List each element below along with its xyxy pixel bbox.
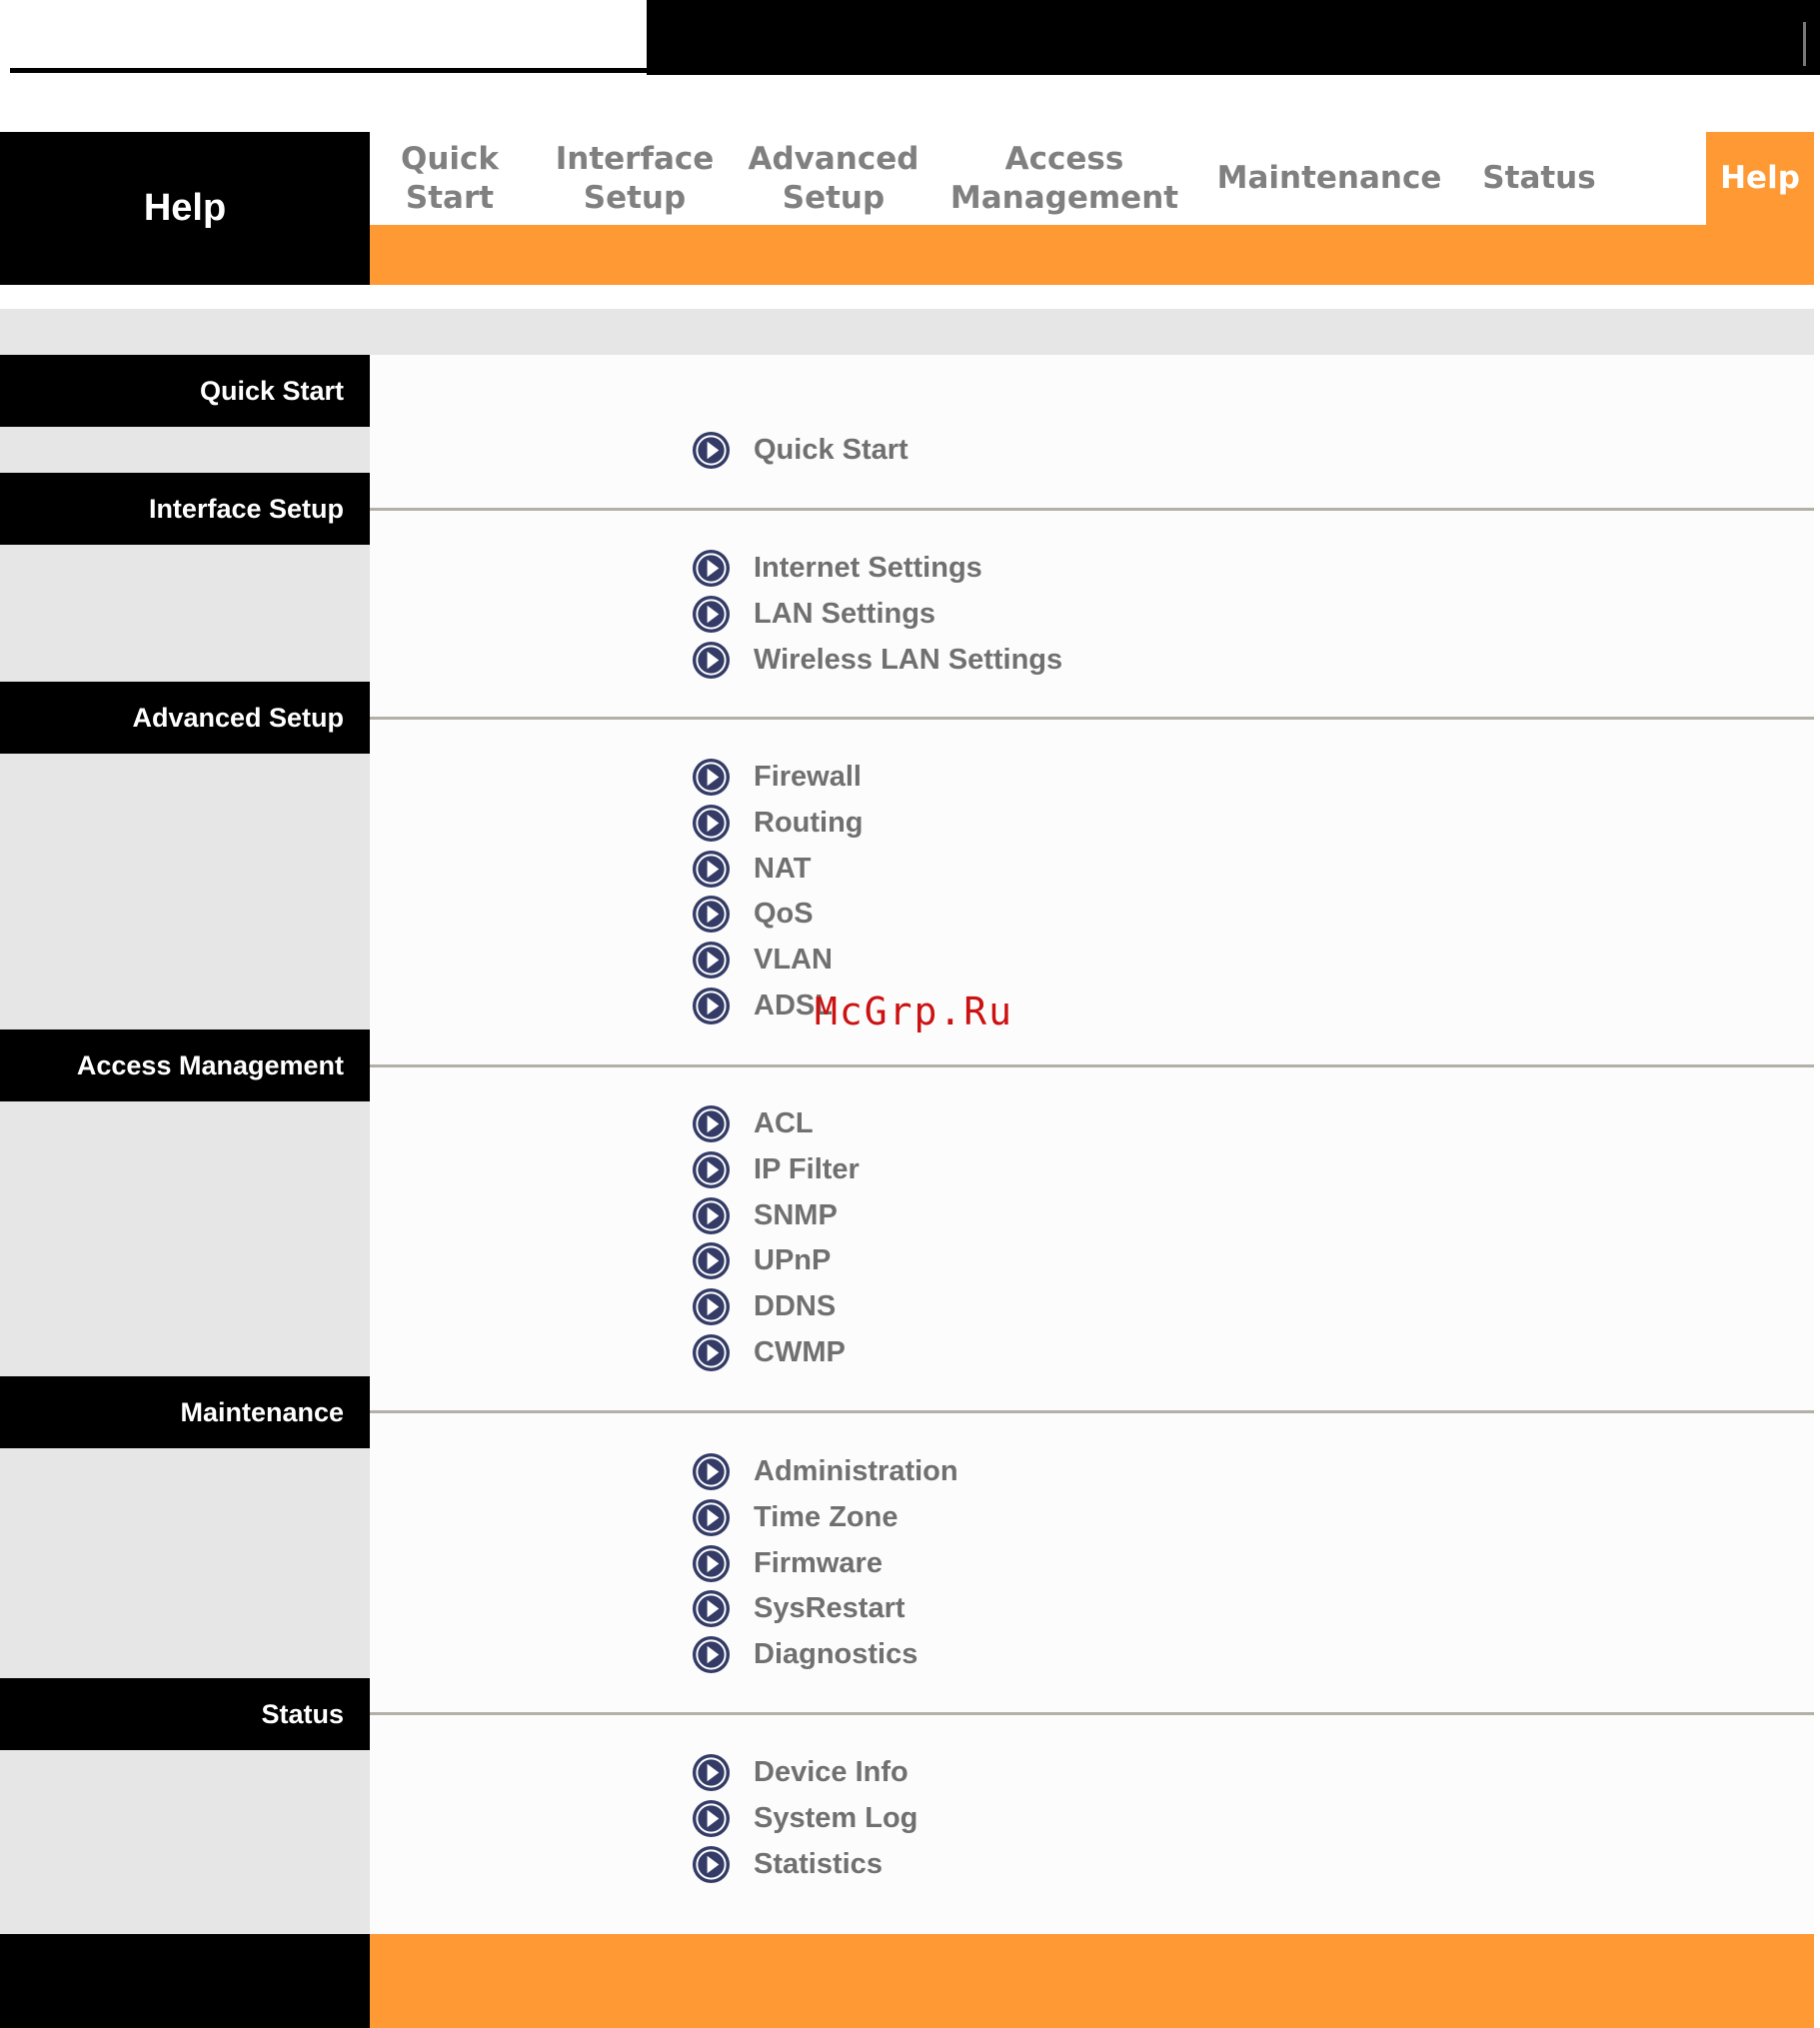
help-link-time-zone[interactable] — [692, 1496, 899, 1538]
help-link-label: Diagnostics — [754, 1637, 918, 1670]
page-title-box — [0, 132, 370, 285]
help-link-lan-settings[interactable] — [692, 593, 935, 635]
help-link-device-info[interactable] — [692, 1751, 909, 1793]
help-link-sysrestart[interactable] — [692, 1587, 906, 1629]
arrow-right-circle-icon — [692, 1150, 731, 1189]
arrow-right-circle-icon — [692, 1753, 731, 1792]
tab-access-management[interactable]: Access Management — [949, 140, 1179, 216]
help-link-label: Firewall — [754, 760, 862, 793]
help-link-quick-start[interactable] — [692, 429, 909, 471]
help-link-label: Administration — [754, 1454, 958, 1487]
help-link-upnp[interactable] — [692, 1239, 831, 1281]
nav-underline-bar — [370, 225, 1814, 285]
help-link-label: IP Filter — [754, 1152, 860, 1185]
section-divider — [370, 717, 1814, 720]
help-link-label: Wireless LAN Settings — [754, 643, 1063, 676]
section-divider — [370, 508, 1814, 511]
help-link-label: Routing — [754, 806, 864, 839]
help-link-label: DDNS — [754, 1289, 837, 1322]
help-link-internet-settings[interactable] — [692, 547, 982, 589]
tab-status[interactable]: Status — [1482, 160, 1596, 196]
arrow-right-circle-icon — [692, 1452, 731, 1491]
arrow-right-circle-icon — [692, 1287, 731, 1326]
help-link-cwmp[interactable] — [692, 1331, 846, 1373]
arrow-right-circle-icon — [692, 1845, 731, 1884]
tab-help[interactable]: Help — [1706, 132, 1814, 225]
help-link-label: CWMP — [754, 1335, 846, 1368]
tab-maintenance[interactable]: Maintenance — [1216, 160, 1442, 196]
arrow-right-circle-icon — [692, 1799, 731, 1838]
arrow-right-circle-icon — [692, 1196, 731, 1235]
main-nav — [370, 132, 1814, 225]
section-label-quick-start: Quick Start — [0, 355, 370, 427]
arrow-right-circle-icon — [692, 758, 731, 797]
section-label-access-management: Access Management — [0, 1029, 370, 1101]
help-link-label: Statistics — [754, 1847, 883, 1880]
help-link-snmp[interactable] — [692, 1194, 838, 1236]
arrow-right-circle-icon — [692, 1589, 731, 1628]
watermark: McGrp.Ru — [815, 990, 1014, 1033]
top-banner-left — [0, 0, 647, 72]
help-link-firewall[interactable] — [692, 756, 862, 798]
help-link-label: QoS — [754, 897, 814, 930]
arrow-right-circle-icon — [692, 431, 731, 470]
help-link-system-log[interactable] — [692, 1797, 917, 1839]
help-link-acl[interactable] — [692, 1102, 814, 1144]
arrow-right-circle-icon — [692, 1333, 731, 1372]
arrow-right-circle-icon — [692, 641, 731, 680]
help-link-vlan[interactable] — [692, 939, 833, 981]
section-label-advanced-setup: Advanced Setup — [0, 682, 370, 754]
arrow-right-circle-icon — [692, 987, 731, 1025]
help-link-label: Device Info — [754, 1755, 909, 1788]
arrow-right-circle-icon — [692, 1544, 731, 1583]
help-link-label: SysRestart — [754, 1591, 906, 1624]
help-link-label: VLAN — [754, 943, 833, 976]
top-banner-right — [647, 0, 1820, 75]
content-top-strip — [0, 309, 1814, 355]
section-divider — [370, 1064, 1814, 1067]
help-link-firmware[interactable] — [692, 1542, 883, 1584]
section-divider — [370, 1712, 1814, 1715]
arrow-right-circle-icon — [692, 1635, 731, 1674]
help-links-panel — [370, 355, 1814, 1934]
top-banner-mark — [1803, 22, 1806, 66]
help-link-label: LAN Settings — [754, 597, 936, 630]
help-link-ip-filter[interactable] — [692, 1148, 860, 1190]
section-label-status: Status — [0, 1678, 370, 1750]
help-link-label: ADSL — [754, 989, 833, 1021]
arrow-right-circle-icon — [692, 895, 731, 934]
section-divider — [370, 1410, 1814, 1413]
arrow-right-circle-icon — [692, 1241, 731, 1280]
section-label-maintenance: Maintenance — [0, 1376, 370, 1448]
help-link-label: UPnP — [754, 1243, 832, 1276]
help-link-diagnostics[interactable] — [692, 1633, 917, 1675]
footer-left — [0, 1934, 370, 2028]
arrow-right-circle-icon — [692, 1104, 731, 1143]
help-link-ddns[interactable] — [692, 1285, 836, 1327]
help-link-statistics[interactable] — [692, 1843, 883, 1885]
help-link-label: SNMP — [754, 1198, 838, 1231]
page-title: Help — [143, 187, 227, 229]
help-link-routing[interactable] — [692, 802, 864, 844]
help-link-label: NAT — [754, 852, 812, 885]
help-link-label: Time Zone — [754, 1500, 899, 1533]
help-link-label: Internet Settings — [754, 551, 982, 584]
arrow-right-circle-icon — [692, 549, 731, 588]
help-link-label: System Log — [754, 1801, 918, 1834]
help-link-label: Firmware — [754, 1546, 883, 1579]
help-link-administration[interactable] — [692, 1450, 958, 1492]
help-link-nat[interactable] — [692, 848, 811, 890]
top-banner-rule — [10, 68, 647, 73]
arrow-right-circle-icon — [692, 595, 731, 634]
arrow-right-circle-icon — [692, 850, 731, 889]
footer-bar — [370, 1934, 1814, 2028]
arrow-right-circle-icon — [692, 804, 731, 843]
help-link-adsl[interactable] — [692, 985, 833, 1026]
tab-interface-setup[interactable]: Interface Setup — [555, 140, 715, 216]
help-link-wireless-lan-settings[interactable] — [692, 639, 1062, 681]
help-link-qos[interactable] — [692, 893, 814, 935]
tab-quick-start[interactable]: Quick Start — [400, 140, 500, 216]
help-link-label: ACL — [754, 1106, 814, 1139]
section-label-interface-setup: Interface Setup — [0, 473, 370, 545]
arrow-right-circle-icon — [692, 1498, 731, 1537]
help-link-label: Quick Start — [754, 433, 909, 466]
tab-advanced-setup[interactable]: Advanced Setup — [748, 140, 919, 216]
arrow-right-circle-icon — [692, 941, 731, 980]
